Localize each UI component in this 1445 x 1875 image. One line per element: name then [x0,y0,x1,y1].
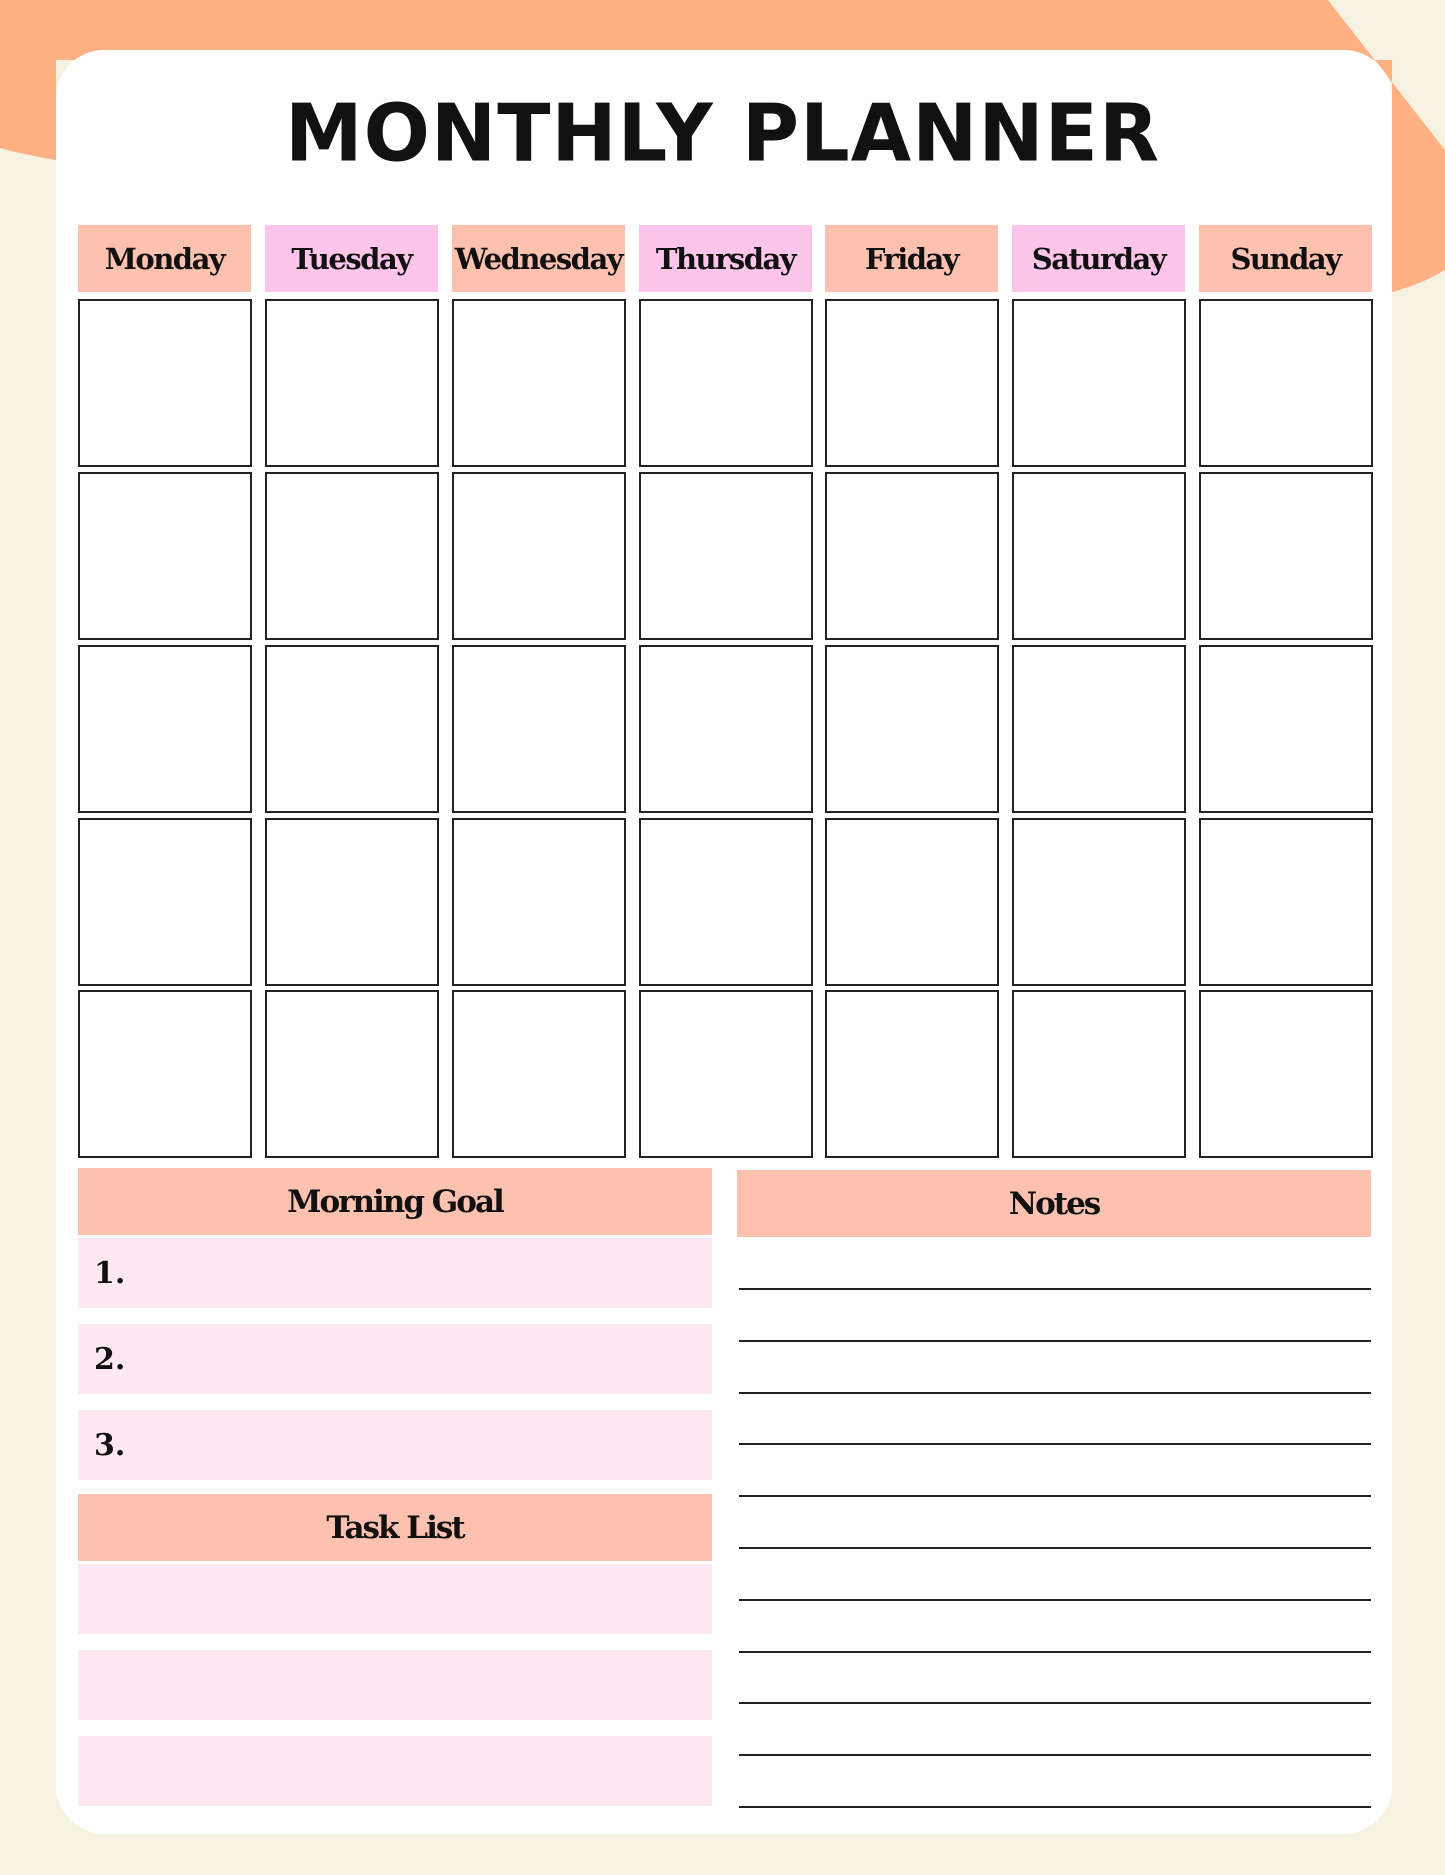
calendar-day-cell[interactable] [78,818,252,986]
morning-goal-heading: Morning Goal [78,1168,712,1235]
morning-goal-item[interactable] [78,1324,712,1394]
morning-goal-number: 3. [94,1427,126,1463]
weekday-header-wednesday: Wednesday [452,225,625,292]
calendar-day-cell[interactable] [639,818,813,986]
notes-line[interactable] [739,1599,1371,1601]
notes-line[interactable] [739,1340,1371,1342]
calendar-day-cell[interactable] [452,645,626,813]
notes-line[interactable] [739,1443,1371,1445]
calendar-day-cell[interactable] [265,472,439,640]
calendar-day-cell[interactable] [1012,299,1186,467]
notes-line[interactable] [739,1392,1371,1394]
notes-line[interactable] [739,1754,1371,1756]
weekday-header-tuesday: Tuesday [265,225,438,292]
calendar-day-cell[interactable] [1199,299,1373,467]
calendar-day-cell[interactable] [1012,472,1186,640]
morning-goal-number: 1. [94,1255,126,1291]
weekday-header-monday: Monday [78,225,251,292]
calendar-day-cell[interactable] [452,990,626,1158]
calendar-day-cell[interactable] [639,645,813,813]
notes-line[interactable] [739,1288,1371,1290]
calendar-day-cell[interactable] [78,299,252,467]
calendar-day-cell[interactable] [1199,645,1373,813]
calendar-day-cell[interactable] [639,299,813,467]
calendar-day-cell[interactable] [78,645,252,813]
calendar-day-cell[interactable] [452,472,626,640]
calendar-day-cell[interactable] [639,472,813,640]
morning-goal-number: 2. [94,1341,126,1377]
calendar-day-cell[interactable] [265,645,439,813]
weekday-header-thursday: Thursday [639,225,812,292]
calendar-day-cell[interactable] [825,299,999,467]
calendar-day-cell[interactable] [1199,472,1373,640]
calendar-day-cell[interactable] [265,818,439,986]
calendar-day-cell[interactable] [78,472,252,640]
calendar-day-cell[interactable] [452,299,626,467]
notes-line[interactable] [739,1651,1371,1653]
morning-goal-item[interactable] [78,1238,712,1308]
notes-heading: Notes [737,1170,1371,1237]
task-list-heading: Task List [78,1494,712,1561]
calendar-day-cell[interactable] [452,818,626,986]
calendar-day-cell[interactable] [1012,818,1186,986]
calendar-day-cell[interactable] [265,299,439,467]
task-list-item[interactable] [78,1736,712,1806]
calendar-day-cell[interactable] [825,990,999,1158]
calendar-day-cell[interactable] [78,990,252,1158]
calendar-day-cell[interactable] [1199,990,1373,1158]
calendar-day-cell[interactable] [1199,818,1373,986]
notes-line[interactable] [739,1547,1371,1549]
calendar-day-cell[interactable] [825,818,999,986]
weekday-header-sunday: Sunday [1199,225,1372,292]
calendar-day-cell[interactable] [825,472,999,640]
calendar-day-cell[interactable] [1012,645,1186,813]
notes-line[interactable] [739,1495,1371,1497]
notes-line[interactable] [739,1702,1371,1704]
calendar-day-cell[interactable] [265,990,439,1158]
weekday-header-saturday: Saturday [1012,225,1185,292]
calendar-day-cell[interactable] [1012,990,1186,1158]
page-title: MONTHLY PLANNER [284,88,1161,180]
notes-line[interactable] [739,1806,1371,1808]
task-list-item[interactable] [78,1650,712,1720]
calendar-day-cell[interactable] [639,990,813,1158]
task-list-item[interactable] [78,1564,712,1634]
calendar-day-cell[interactable] [825,645,999,813]
morning-goal-item[interactable] [78,1410,712,1480]
weekday-header-friday: Friday [825,225,998,292]
